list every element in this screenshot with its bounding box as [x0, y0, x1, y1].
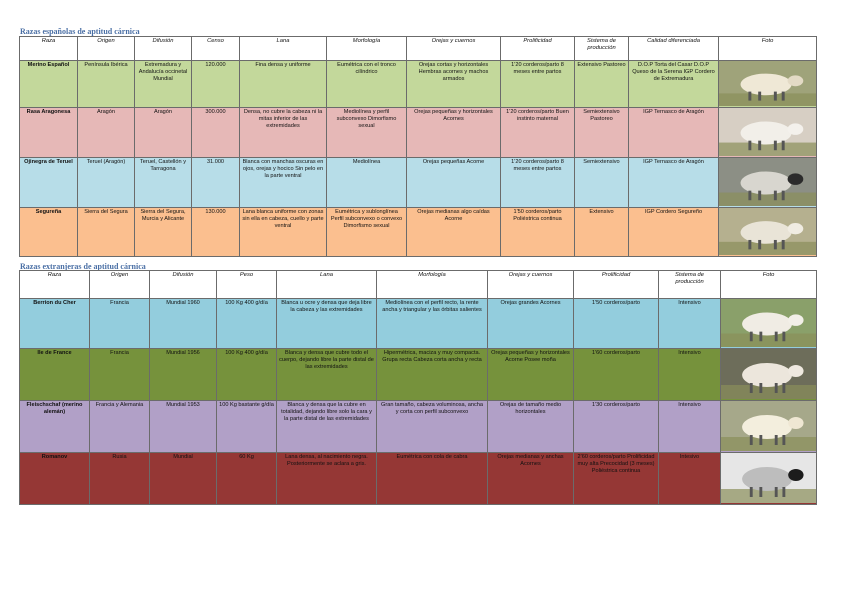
table-cell: 1'30 corderos/parto	[574, 401, 659, 453]
sheep-photo	[721, 349, 817, 399]
sheep-photo	[721, 453, 817, 503]
table-cell: 100 Kg bastante g/día	[217, 401, 277, 453]
photo-cell	[719, 158, 817, 208]
table-cell: Orejas grandes Acornes	[488, 299, 574, 349]
table-cell: Teruel, Castellón y Tarragona	[135, 158, 192, 208]
table-cell: IGP Cordero Segureño	[629, 208, 719, 257]
breed-name: Fleischschaf (merino alemán)	[20, 401, 90, 453]
table-cell: Mundial 1953	[150, 401, 217, 453]
sheep-photo	[719, 108, 817, 156]
header-6: Orejas y cuernos	[407, 37, 501, 61]
header-8: Sistema de producción	[659, 271, 721, 299]
table-cell: Densa, no cubre la cabeza ni la mitas inferior de las extremidades	[240, 108, 327, 158]
table-cell: IGP Ternasco de Aragón	[629, 108, 719, 158]
table-cell: 1'20 corderos/parto 8 meses entre partos	[501, 61, 575, 108]
header-7: Prolificidad	[501, 37, 575, 61]
table-cell: Intesivo	[659, 453, 721, 505]
table-cell: 2'60 corderos/parto Prolificidad muy alta Precocidad (3 meses) Poliéstrica continua	[574, 453, 659, 505]
table-cell: Extremadura y Andalucía occinetal Mundial	[135, 61, 192, 108]
photo-cell	[719, 208, 817, 257]
breed-name: Romanov	[20, 453, 90, 505]
sheep-photo	[721, 401, 817, 451]
table-cell: Intensivo	[659, 349, 721, 401]
table-cell: Eumétrica con el tronco cilíndrico	[327, 61, 407, 108]
table-cell: Península Ibérica	[78, 61, 135, 108]
table-cell: IGP Ternasco de Aragón	[629, 158, 719, 208]
table-cell: Semiextensivo	[575, 158, 629, 208]
table-cell: Lana blanca uniforme con zonas sin ella en cabeza, cuello y parte ventral	[240, 208, 327, 257]
table-cell: Sierra del Segura	[78, 208, 135, 257]
section2-title: Razas extranjeras de aptitud cárnica	[20, 262, 146, 271]
header-0: Raza	[20, 37, 78, 61]
table-cell: Orejas medianas y anchas Acornes	[488, 453, 574, 505]
table-cell: 1'60 corderos/parto	[574, 349, 659, 401]
header-row	[20, 271, 817, 299]
photo-cell	[721, 401, 817, 453]
table-cell: 100 Kg 400 g/día	[217, 349, 277, 401]
header-8: Sistema de producción	[575, 37, 629, 61]
photo-cell	[719, 108, 817, 158]
table-cell: Mundial	[150, 453, 217, 505]
table-cell: Francia	[90, 349, 150, 401]
header-1: Origen	[90, 271, 150, 299]
header-4: Lana	[240, 37, 327, 61]
table-cell: Mundial 1960	[150, 299, 217, 349]
table-cell: 1'50 corderos/parto	[574, 299, 659, 349]
table-cell: Mundial 1956	[150, 349, 217, 401]
breed-name: Berrion du Cher	[20, 299, 90, 349]
table-cell: Lana densa, al nacimiento negra. Posteriormente se aclara a gris.	[277, 453, 377, 505]
sheep-photo	[719, 61, 817, 106]
header-1: Origen	[78, 37, 135, 61]
table-cell: Aragón	[135, 108, 192, 158]
table-cell: 60 Kg	[217, 453, 277, 505]
table-cell: Teruel (Aragón)	[78, 158, 135, 208]
photo-cell	[721, 299, 817, 349]
table-cell: Hipermétrica, maciza y muy compacta. Grupa recta Cabeza corta ancha y recta	[377, 349, 488, 401]
sheep-photo	[719, 158, 817, 206]
table-cell: Francia	[90, 299, 150, 349]
header-10: Foto	[719, 37, 817, 61]
header-5: Morfología	[377, 271, 488, 299]
breed-name: Ile de France	[20, 349, 90, 401]
header-2: Difusión	[150, 271, 217, 299]
table-cell: Intensivo	[659, 299, 721, 349]
table-row	[20, 158, 817, 208]
table-cell: Eumétrica y sublonglínea Perfil subconvexo o convexo Dimorfismo sexual	[327, 208, 407, 257]
table-row	[20, 349, 817, 401]
table-cell: Orejas cortas y horizontales Hembras acornes y machos armados	[407, 61, 501, 108]
table-cell: Extensivo	[575, 208, 629, 257]
table-cell: 31.000	[192, 158, 240, 208]
table-cell: Blanca u ocre y densa que deja libre la cabeza y las extremidades	[277, 299, 377, 349]
table-row	[20, 401, 817, 453]
header-4: Lana	[277, 271, 377, 299]
table-cell: Semiextensivo Pastoreo	[575, 108, 629, 158]
header-6: Orejas y cuernos	[488, 271, 574, 299]
table-cell: 1'20 corderos/parto 8 meses entre partos	[501, 158, 575, 208]
table-row	[20, 61, 817, 108]
section1-title: Razas españolas de aptitud cárnica	[20, 27, 140, 36]
table-cell: D.O.P Torta del Casar D.O.P Queso de la Serena IGP Cordero de Extremadura	[629, 61, 719, 108]
sheep-photo	[719, 208, 817, 255]
photo-cell	[721, 453, 817, 505]
breed-name: Rasa Aragonesa	[20, 108, 78, 158]
sheep-photo	[721, 299, 817, 347]
table-cell: Extensivo Pastoreo	[575, 61, 629, 108]
table-cell: Aragón	[78, 108, 135, 158]
table-cell: 100 Kg 400 g/día	[217, 299, 277, 349]
table-row	[20, 208, 817, 257]
table-row	[20, 299, 817, 349]
table-cell: 1'20 corderos/parto Buen instinto maternal	[501, 108, 575, 158]
table-cell: Orejas medianas algo caídas Acorne	[407, 208, 501, 257]
table-cell: 300.000	[192, 108, 240, 158]
table-cell: 1'50 corderos/parto Poliéstrica continua	[501, 208, 575, 257]
table-cell: Sierra del Segura, Murcia y Alicante	[135, 208, 192, 257]
breed-name: Ojinegra de Teruel	[20, 158, 78, 208]
header-9: Calidad diferenciada	[629, 37, 719, 61]
header-5: Morfología	[327, 37, 407, 61]
table-cell: Blanca y densa que cubre todo el cuerpo, dejando libre la parte distal de las extremidades	[277, 349, 377, 401]
table-cell: Blanca y densa que la cubre en totalidad, dejando libre solo la cara y la parte distal de las extremidades	[277, 401, 377, 453]
table-cell: Mediolínea con el perfil recto, la rente ancha y triangular y las órbitas salientes	[377, 299, 488, 349]
table-cell: Eumétrica con cola de cabra	[377, 453, 488, 505]
table-cell: Francia y Alemania	[90, 401, 150, 453]
header-0: Raza	[20, 271, 90, 299]
spanish-breeds-table	[19, 36, 817, 257]
table-cell: Rusia	[90, 453, 150, 505]
table-row	[20, 453, 817, 505]
photo-cell	[719, 61, 817, 108]
table-cell: Orejas de tamaño medio horizontales	[488, 401, 574, 453]
table-cell: Intensivo	[659, 401, 721, 453]
header-2: Difusión	[135, 37, 192, 61]
photo-cell	[721, 349, 817, 401]
foreign-breeds-table	[19, 270, 817, 505]
breed-name: Segureña	[20, 208, 78, 257]
table-cell: Blanca con manchas oscuras en ojos, orejas y hocico Sin pelo en la parte ventral	[240, 158, 327, 208]
header-9: Foto	[721, 271, 817, 299]
table-cell: Fina densa y uniforme	[240, 61, 327, 108]
table-cell: Orejas pequeñas Acorne	[407, 158, 501, 208]
header-3: Peso	[217, 271, 277, 299]
header-row	[20, 37, 817, 61]
table-cell: Orejas pequeñas y horizontales Acorne Posee moña	[488, 349, 574, 401]
table-cell: Orejas pequeñas y horizontales Acornes	[407, 108, 501, 158]
header-3: Censo	[192, 37, 240, 61]
breed-name: Merino Español	[20, 61, 78, 108]
table-cell: Mediolínea y perfil subconvexo Dimorfismo sexual	[327, 108, 407, 158]
table-cell: 120.000	[192, 61, 240, 108]
table-cell: Gran tamaño, cabeza voluminosa, ancha y corta con perfil subconvexo	[377, 401, 488, 453]
table-cell: 130.000	[192, 208, 240, 257]
header-7: Prolificidad	[574, 271, 659, 299]
table-cell: Mediolínea	[327, 158, 407, 208]
table-row	[20, 108, 817, 158]
